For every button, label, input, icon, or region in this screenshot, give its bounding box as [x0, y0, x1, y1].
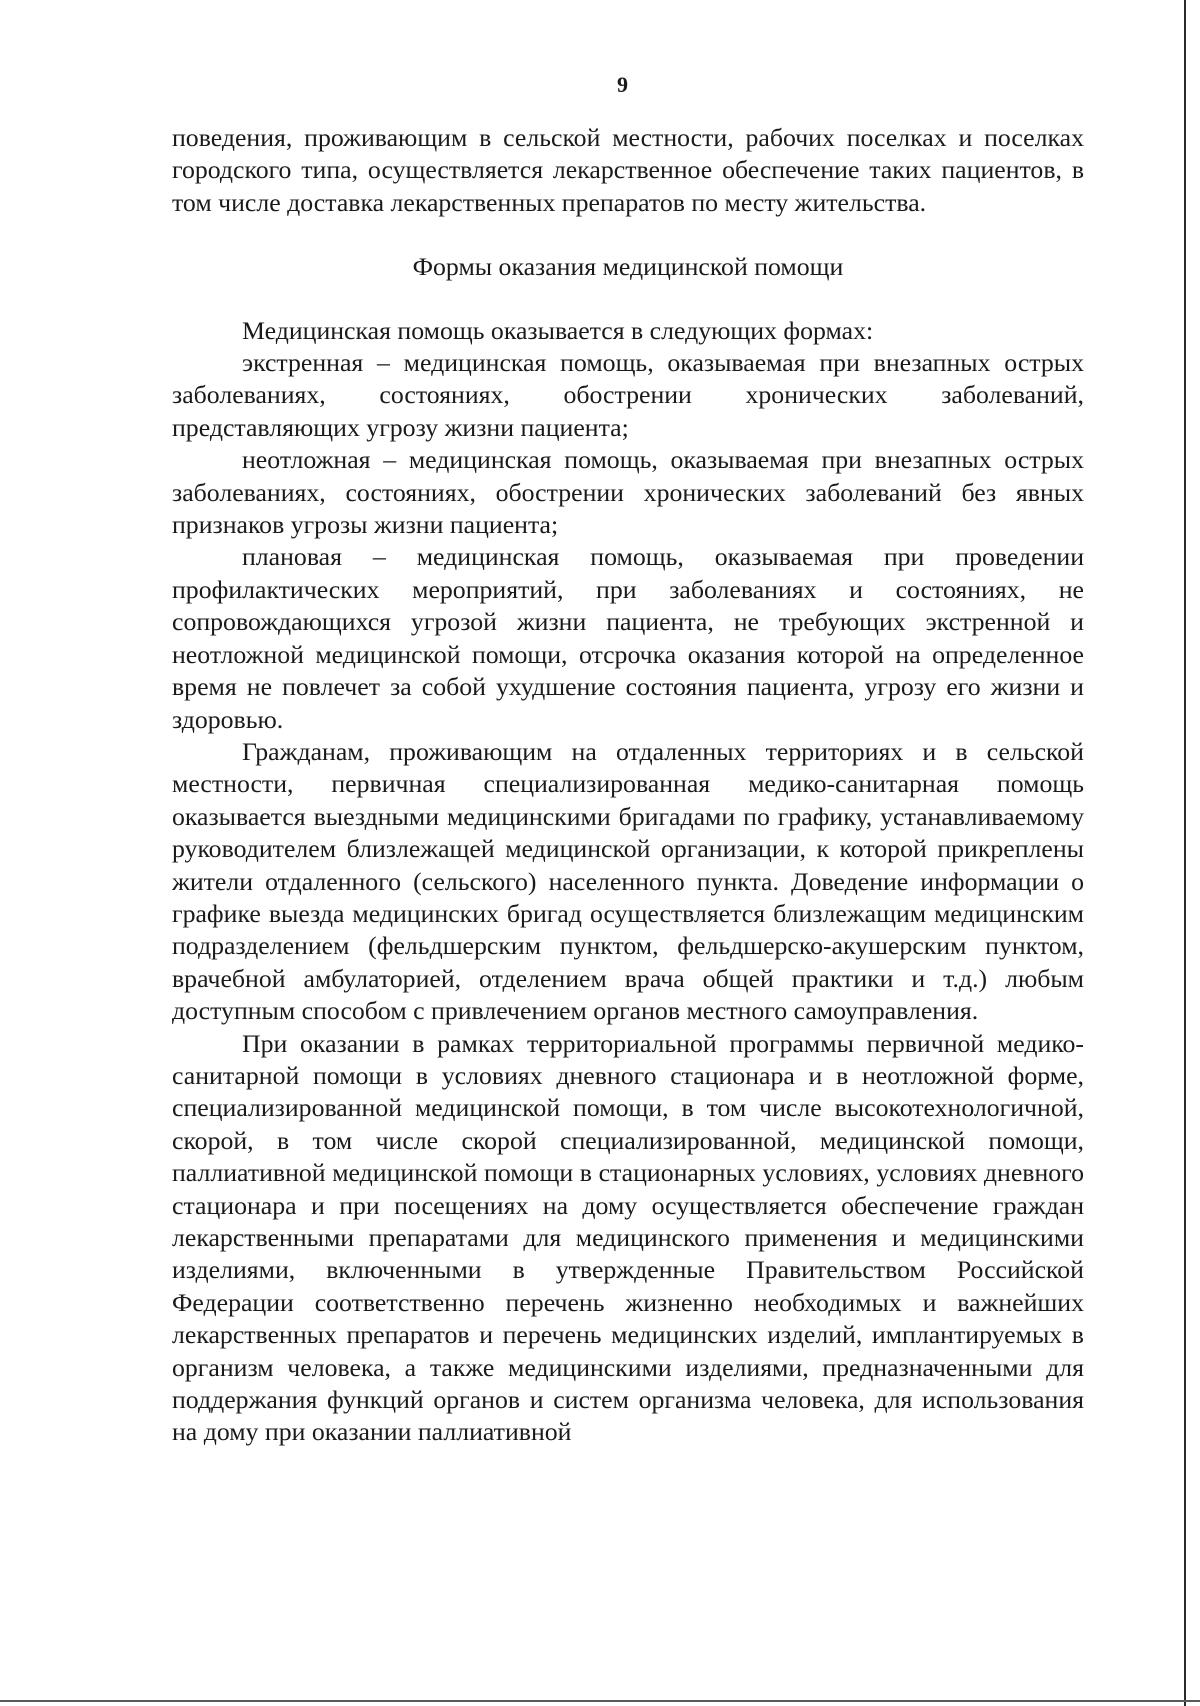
page-edge-line: [1184, 0, 1186, 1706]
paragraph-urgent-form: неотложная – медицинская помощь, оказываемая при внезапных острых заболеваниях, состояниях, обострении хронических заболеваний без явных признаков угрозы жизни пациента;: [172, 445, 1084, 540]
paragraph-planned-form: плановая – медицинская помощь, оказываемая при проведении профилактических мероприятий, при заболеваниях и состояниях, не сопровождающихся угрозой жизни пациента, не требующих экстренной и неотложной медицинской помощи, отсрочка оказания которой на определенное время не повлечет за собой ухудшение состояния пациента, угрозу его жизни и здоровью.: [172, 542, 1084, 734]
paragraph-forms-intro: Медицинская помощь оказывается в следующих формах:: [242, 315, 874, 345]
paragraph-drug-provision: При оказании в рамках территориальной программы первичной медико-санитарной помощи в условиях дневного стационара и в неотложной форме, специализированной медицинской помощи, в том числе высокотехнологичной, скорой, в том числе скорой специализированной, медицинской помощи, паллиативной медицинской помощи в стационарных условиях, условиях дневного стационара и при посещениях на дому осуществляется обеспечение граждан лекарственными препаратами для медицинского применения и медицинскими изделиями, включенными в утвержденные Правительством Российской Федерации соответственно перечень жизненно необходимых и важнейших лекарственных препаратов и перечень медицинских изделий, имплантируемых в организм человека, а также медицинскими изделиями, предназначенными для поддержания функций органов и систем организма человека, для использования на дому при оказании паллиативной: [172, 1028, 1084, 1447]
page-bottom-edge-line: [0, 1700, 1200, 1702]
page-number: 9: [617, 72, 628, 97]
paragraph-remote-territories: Гражданам, проживающим на отдаленных территориях и в сельской местности, первичная специализированная медико-санитарная помощь оказывается выездными медицинскими бригадами по графику, устанавливаемому руководителем близлежащей медицинской организации, к которой прикреплены жители отдаленного (сельского) населенного пункта. Доведение информации о графике выезда медицинских бригад осуществляется близлежащим медицинским подразделением (фельдшерским пунктом, фельдшерско-акушерским пунктом, врачебной амбулаторией, отделением врача общей практики и т.д.) любым доступным способом с привлечением органов местного самоуправления.: [172, 736, 1084, 1026]
paragraph-emergency-form: экстренная – медицинская помощь, оказываемая при внезапных острых заболеваниях, состояниях, обострении хронических заболеваний, представляющих угрозу жизни пациента;: [172, 348, 1084, 442]
document-body: [172, 122, 1084, 1449]
section-heading: Формы оказания медицинской помощи: [412, 252, 844, 282]
paragraph-continuation: поведения, проживающим в сельской местности, рабочих поселках и поселках городского типа, осуществляется лекарственное обеспечение таких пациентов, в том числе доставка лекарственных препаратов по месту жительства.: [172, 123, 1084, 217]
